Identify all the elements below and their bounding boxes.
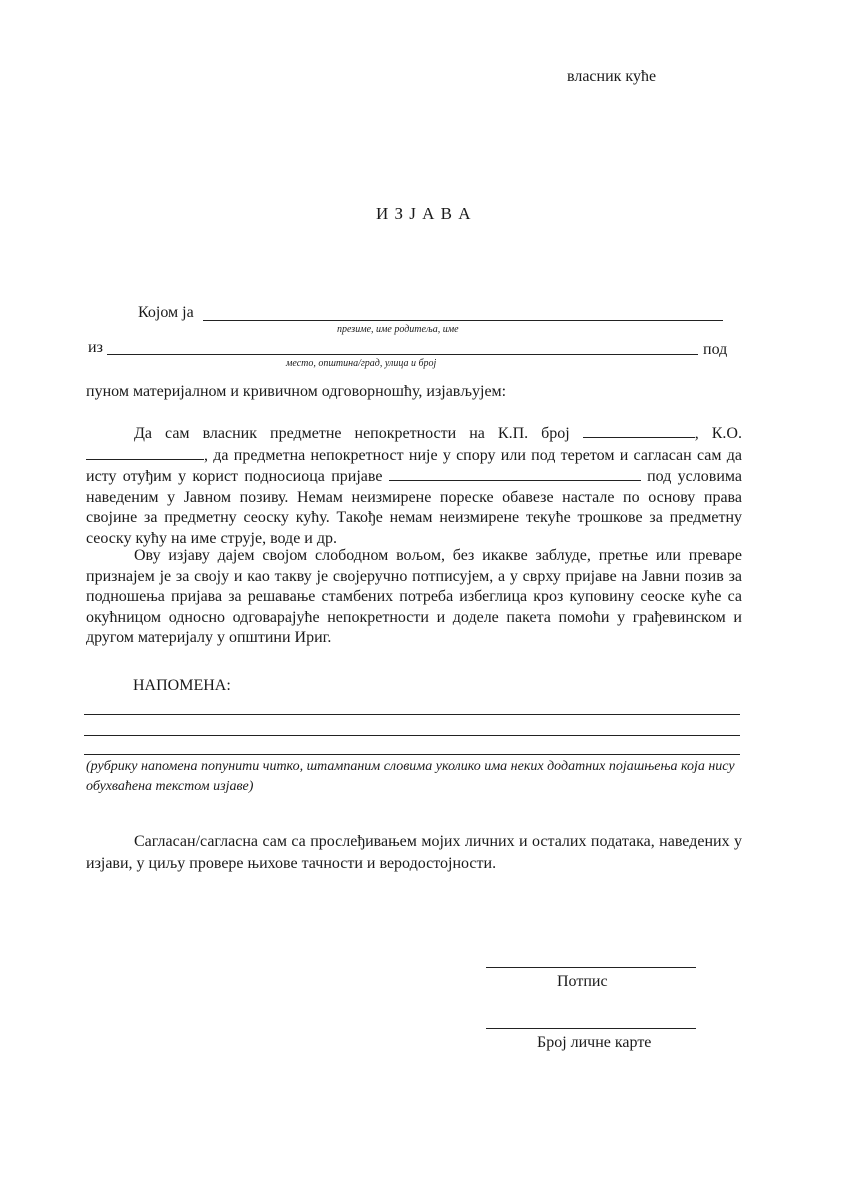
consent-text: Сагласан/сагласна сам са прослеђивањем мојих личних и осталих података, наведених у изјави, у циљу провере њихове тачности и веродостојности. [86,833,742,872]
from-label: из [88,339,103,356]
statement-part-b: , К.О. [694,425,742,442]
declarant-prefix: Којом ја [138,304,194,321]
address-field-line[interactable] [107,354,698,355]
note-line-2[interactable] [84,735,740,736]
signature-label: Потпис [557,973,608,990]
responsibility-text: пуном материјалном и кривичном одговорношћу, изјављујем: [86,383,507,400]
id-card-label: Број личне карте [537,1034,652,1051]
address-field-caption: место, општина/град, улица и број [286,358,437,369]
name-field-caption: презиме, име родитеља, име [337,324,459,335]
note-line-3[interactable] [84,754,740,755]
note-line-1[interactable] [84,714,740,715]
parcel-number-field[interactable] [583,423,695,438]
applicant-field[interactable] [389,466,641,481]
under-label: под [703,341,728,358]
note-instruction: (рубрику напомена попунити читко, штампаним словима уколико има неких додатних појашњења која нису обухваћена текстом изјаве) [86,759,735,794]
id-card-line[interactable] [486,1028,696,1029]
name-field-line[interactable] [203,320,723,321]
signature-line[interactable] [486,967,696,968]
owner-label: власник куће [567,68,657,85]
note-label: НАПОМЕНА: [133,677,231,694]
cadastral-municipality-field[interactable] [86,445,204,460]
statement-paragraph-1 [86,423,742,549]
statement-part-c: , да предметна непокретност није у спору или под теретом и сагласан сам да исту отуђим у корист подносиоца пријаве [86,446,742,485]
statement-paragraph-2: Ову изјаву дајем својом слободном вољом, без икакве заблуде, претње или преваре признајем је за своју и као такву је својеручно потписујем, а у сврху пријаве на Јавни позив за подношења пријава за решавање стамбених потреба избеглица кроз куповину сеоске куће са окућницом односно одговарајуће непокретности и доделе пакета помоћи у грађевинском и другом материјалу у општини Ириг. [86,547,742,646]
document-title: И З Ј А В А [376,204,472,223]
statement-part-a: Да сам власник предметне непокретности на К.П. број [134,425,570,442]
statement-part-d: под условима наведеним у Јавном позиву. Немам неизмирене пореске обавезе настале по основу права својине за предметну сеоску кућу. Такође немам неизмирене текуће трошкове за предметну сеоску кућу на име струје, воде и др. [86,468,742,547]
